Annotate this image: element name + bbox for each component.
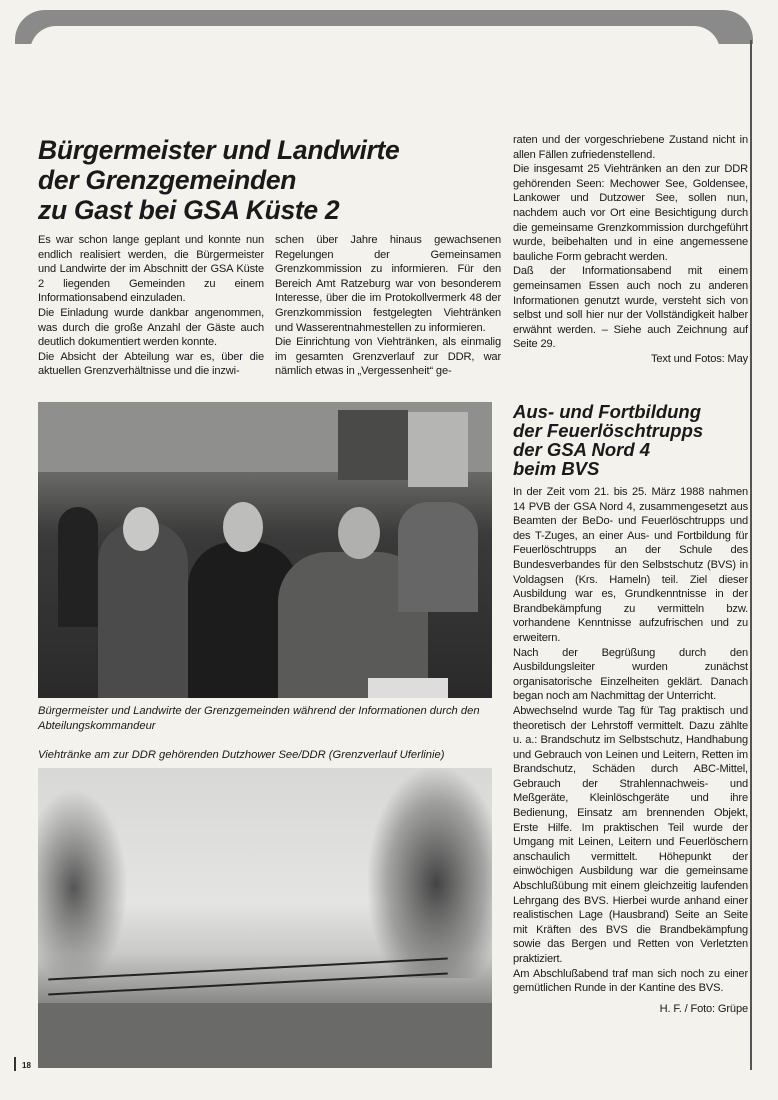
article-column-2	[275, 233, 501, 379]
page-number-bar	[14, 1057, 16, 1071]
article-headline	[38, 135, 400, 225]
paragraph: Die insgesamt 25 Viehtränken an den zur DDR gehörenden Seen: Mechower See, Goldensee, Lankower und Dutzower See, sollen nun, nachdem auch vor Ort eine Besichtigung durch die gemeinsame Grenzkommission durchgeführt wurde, beibehalten und in eine angemessene bauliche Form gebracht werden.	[513, 163, 748, 263]
headline-line: zu Gast bei GSA Küste 2	[38, 195, 340, 225]
paragraph: Es war schon lange geplant und konnte nun endlich realisiert werden, die Bürgermeister und Landwirte der im Abschnitt der GSA Küste 2 liegenden Gemeinden zu einem Informationsabend einzuladen.	[38, 234, 264, 305]
article-headline	[513, 402, 748, 478]
page-number: 18	[22, 1061, 31, 1070]
headline-line: der Feuerlöschtrupps	[513, 420, 704, 441]
headline-line: beim BVS	[513, 458, 600, 479]
headline-line: Aus- und Fortbildung	[513, 401, 702, 422]
article-column	[513, 485, 748, 1016]
paragraph: schen über Jahre hinaus gewachsenen Regelungen der Gemeinsamen Grenzkommission zu informieren. Für den Bereich Amt Ratzeburg war von besonderem Interesse, über die im Protokollvermerk 48 der Grenzkommission festgelegten Viehtränken und Wasserentnahmestellen zu informieren.	[275, 234, 501, 334]
meeting-photo	[38, 402, 492, 698]
photo-caption: Viehtränke am zur DDR gehörenden Dutzhower See/DDR (Grenzverlauf Uferlinie)	[38, 749, 445, 761]
article-credit: Text und Fotos: May	[650, 352, 748, 365]
paragraph: Nach der Begrüßung durch den Ausbildungsleiter wurden zunächst organisatorische Einzelheiten geklärt. Danach began noch am Nachmittag der Unterricht.	[513, 646, 748, 703]
headline-line: der GSA Nord 4	[513, 439, 651, 460]
page-header-inner	[30, 26, 720, 66]
headline-line: der Grenzgemeinden	[38, 165, 297, 195]
article-column-1	[38, 233, 264, 379]
paragraph: raten und der vorgeschriebene Zustand nicht in allen Fällen zufriedenstellend.	[513, 134, 748, 161]
article-column-3	[513, 133, 748, 367]
paragraph: Abwechselnd wurde Tag für Tag praktisch und theoretisch der Lehrstoff vermittelt. Dazu zählte u. a.: Brandschutz im Selbstschutz, Handhabung und Gebrauch von Leinen und Leitern, Retten im Brandschutz, Schäden durch ABC-Mittel, Gebrauch der Strahlennachweis- und Meßgeräte, Kleinlöschgeräte und ihre Bedienung, Einsatz am brennenden Objekt, Erste Hilfe. Im praktischen Teil wurde der Umgang mit Leinen, Leitern und Feuerlöschern anschaulich vermittelt. Höhepunkt der einwöchigen Ausbildung war die gemeinsame Abschlußübung mit einem gleichzeitig laufenden Lehrgang des BVS. Hierbei wurde anhand einer realistischen Lage (Hausbrand) Seite an Seite mit Kräften des BVS die Brandbekämpfung sowie das Bergen und Retten von Verletzten praktiziert.	[513, 704, 748, 965]
paragraph: In der Zeit vom 21. bis 25. März 1988 nahmen 14 PVB der GSA Nord 4, zusammengesetzt aus Beamten der BeDo- und Feuerlöschtrupps und des T-Zuges, an einer Aus- und Fortbildung für Feuerlöschtrupps an der Schule des Bundesverbandes für den Selbstschutz (BVS) in Voldagsen (Krs. Hameln) teil. Ziel dieser Ausbildung war es, Grundkenntnisse in der Brandbekämpfung zu vermitteln bzw. vorhandene Kenntnisse aufzufrischen und zu erweitern.	[513, 486, 748, 644]
paragraph: Die Einladung wurde dankbar angenommen, was durch die große Anzahl der Gäste auch deutlich dokumentiert werden konnte.	[38, 306, 264, 349]
paragraph: Daß der Informationsabend mit einem gemeinsamen Essen auch noch zu anderen Informationen genutzt wurde, versteht sich von selbst und soll hier nur der Vollständigkeit halber erwähnt werden. – Siehe auch Zeichnung auf Seite 29.	[513, 265, 748, 351]
paragraph: Die Einrichtung von Viehtränken, als einmalig im gesamten Grenzverlauf zur DDR, war nämlich etwas in „Vergessenheit“ ge-	[275, 336, 501, 378]
lake-photo	[38, 768, 492, 1068]
photo-caption: Bürgermeister und Landwirte der Grenzgemeinden während der Informationen durch den Abteilungskommandeur	[38, 705, 480, 732]
column-rule	[750, 40, 752, 1070]
paragraph: Die Absicht der Abteilung war es, über die aktuellen Grenzverhältnisse und die inzwi-	[38, 350, 264, 378]
headline-line: Bürgermeister und Landwirte	[38, 135, 400, 165]
article-credit: H. F. / Foto: Grüpe	[659, 1002, 748, 1015]
paragraph: Am Abschlußabend traf man sich noch zu einer gemütlichen Runde in der Kantine des BVS.	[513, 967, 748, 995]
